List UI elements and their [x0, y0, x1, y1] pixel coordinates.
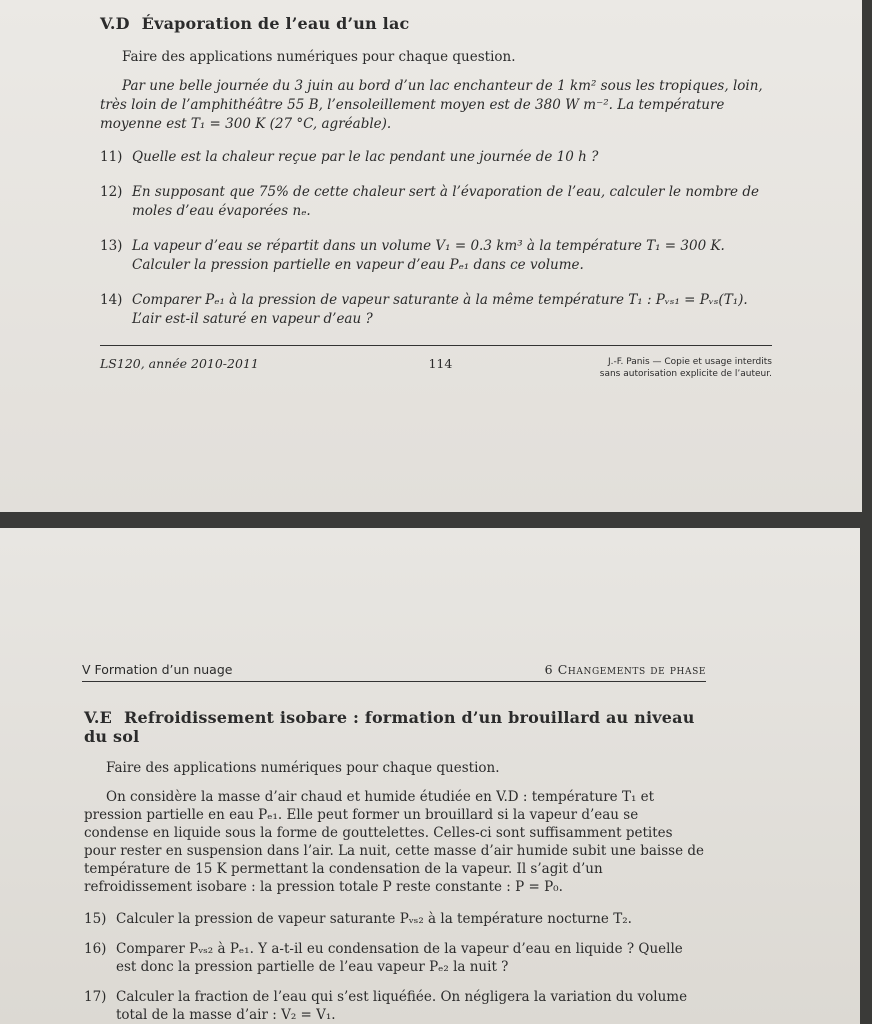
running-head-part: 6 Changements de phase — [544, 662, 706, 677]
running-head — [82, 662, 706, 682]
question-16 — [84, 940, 704, 976]
question-number: 14) — [100, 292, 123, 308]
question-13 — [100, 237, 772, 275]
question-17 — [84, 988, 704, 1024]
section-number: V.D — [100, 14, 130, 33]
question-14 — [100, 291, 772, 329]
question-number: 16) — [84, 941, 107, 957]
question-text: Comparer Pᵥₛ₂ à Pₑ₁. Y a-t-il eu condensation de la vapeur d’eau en liquide ? Quelle est donc la pression partielle de l’eau vapeur Pₑ₂ la nuit ? — [116, 941, 683, 975]
question-text: Quelle est la chaleur reçue par le lac pendant une journée de 10 h ? — [132, 149, 599, 165]
copyright-line-1: J.-F. Panis — Copie et usage interdits — [608, 357, 772, 367]
footer-course: LS120, année 2010-2011 — [100, 356, 259, 371]
question-text: Calculer la fraction de l’eau qui s’est liquéfiée. On négligera la variation du volume total de la masse d’air : V₂ = V₁. — [116, 989, 688, 1023]
top-page — [0, 0, 862, 512]
problem-paragraph: On considère la masse d’air chaud et humide étudiée en V.D : température T₁ et pression partielle en eau Pₑ₁. Elle peut former un brouillard si la vapeur d’eau se condense en liquide sous la forme de gouttelettes. Celles-ci sont suffisamment petites pour rester en suspension dans l’air. La nuit, cette masse d’air humide subit une baisse de température de 15 K permettant la condensation de la vapeur. Il s’agit d’un refroidissement isobare : la pression totale P reste constante : P = P₀. — [84, 789, 704, 895]
question-12 — [100, 183, 772, 221]
bottom-page — [0, 528, 860, 1024]
question-text: Calculer la pression de vapeur saturante Pᵥₛ₂ à la température nocturne T₂. — [116, 911, 632, 927]
instruction: Faire des applications numériques pour chaque question. — [106, 760, 500, 776]
section-number: V.E — [84, 708, 112, 727]
question-number: 11) — [100, 149, 123, 165]
question-text: Comparer Pₑ₁ à la pression de vapeur saturante à la même température T₁ : Pᵥₛ₁ = Pᵥₛ(T₁). L’air est-il saturé en vapeur d’eau ? — [132, 292, 748, 327]
section-title-text: Refroidissement isobare : formation d’un brouillard au niveau du sol — [84, 708, 695, 746]
question-number: 13) — [100, 238, 123, 254]
running-head-chapter: V Formation d’un nuage — [82, 662, 233, 677]
section-title-ve — [84, 708, 704, 746]
copyright-line-2: sans autorisation explicite de l’auteur. — [599, 369, 772, 379]
question-number: 17) — [84, 989, 107, 1005]
question-number: 15) — [84, 911, 107, 927]
bottom-content — [84, 708, 704, 1024]
question-number: 12) — [100, 184, 123, 200]
problem-paragraph: Par une belle journée du 3 juin au bord d’un lac enchanteur de 1 km² sous les tropiques, loin, très loin de l’amphithéâtre 55 B, l’ensoleillement moyen est de 380 W m⁻². La température moyenne est T₁ = 300 K (27 °C, agréable). — [100, 78, 763, 132]
page-footer — [100, 356, 772, 380]
question-text: La vapeur d’eau se répartit dans un volume V₁ = 0.3 km³ à la température T₁ = 300 K. Calculer la pression partielle en vapeur d’eau Pₑ₁ dans ce volume. — [132, 238, 725, 273]
section-title-vd — [100, 14, 772, 33]
question-text: En supposant que 75% de cette chaleur sert à l’évaporation de l’eau, calculer le nombre de moles d’eau évaporées nₑ. — [132, 184, 759, 219]
section-title-text: Évaporation de l’eau d’un lac — [141, 14, 410, 33]
footer-copyright — [562, 356, 772, 380]
question-15 — [84, 910, 704, 928]
instruction: Faire des applications numériques pour chaque question. — [122, 49, 516, 65]
footer-rule — [100, 345, 772, 346]
question-11 — [100, 148, 772, 167]
page-number: 114 — [428, 356, 453, 371]
